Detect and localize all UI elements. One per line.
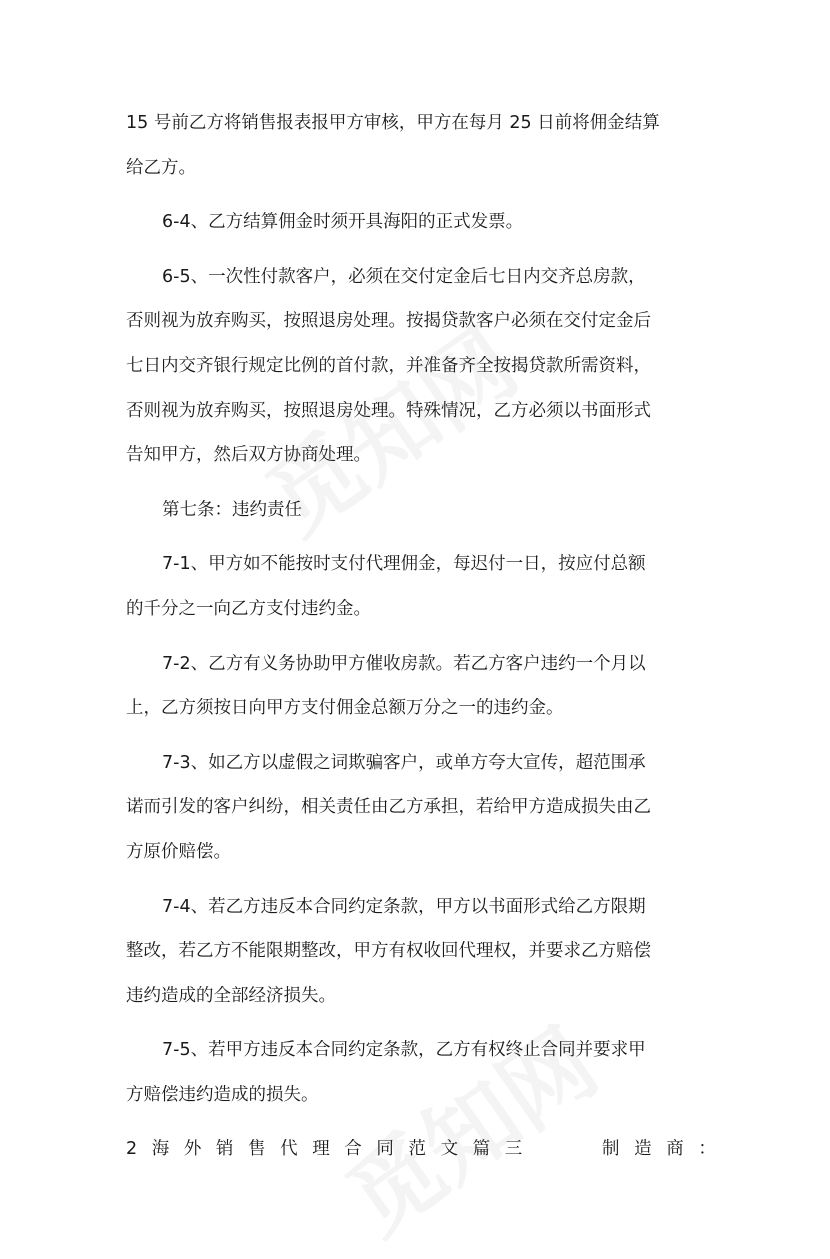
text-line: 7-3、如乙方以虚假之词欺骗客户，或单方夸大宣传，超范围承 xyxy=(162,752,646,773)
text-line: 6-4、乙方结算佣金时须开具海阳的正式发票。 xyxy=(162,212,524,233)
text-line: 七日内交齐银行规定比例的首付款，并准备齐全按揭贷款所需资料， xyxy=(126,355,651,376)
document-body xyxy=(126,101,716,1172)
text-line: 7-1、甲方如不能按时支付代理佣金，每迟付一日，按应付总额 xyxy=(162,554,646,575)
article-title: 2 海 外 销 售 代 理 合 同 范 文 篇 三 制 造 商 ： xyxy=(126,1139,716,1160)
text-line: 方赔偿违约造成的损失。 xyxy=(126,1084,319,1105)
text-line: 违约造成的全部经济损失。 xyxy=(126,985,336,1006)
text-line: 告知甲方，然后双方协商处理。 xyxy=(126,445,371,466)
text-line: 上，乙方须按日向甲方支付佣金总额万分之一的违约金。 xyxy=(126,698,564,719)
text-line: 方原价赔偿。 xyxy=(126,841,231,862)
text-line: 否则视为放弃购买，按照退房处理。按揭贷款客户必须在交付定金后 xyxy=(126,311,651,332)
text-line: 7-2、乙方有义务协助甲方催收房款。若乙方客户违约一个月以 xyxy=(162,653,646,674)
text-line: 7-4、若乙方违反本合同约定条款，甲方以书面形式给乙方限期 xyxy=(162,896,646,917)
text-line: 给乙方。 xyxy=(126,157,196,178)
text-line: 的千分之一向乙方支付违约金。 xyxy=(126,598,371,619)
text-line: 6-5、一次性付款客户，必须在交付定金后七日内交齐总房款， xyxy=(162,266,646,287)
text-line: 否则视为放弃购买，按照退房处理。特殊情况，乙方必须以书面形式 xyxy=(126,400,651,421)
text-line: 15 号前乙方将销售报表报甲方审核，甲方在每月 25 日前将佣金结算 xyxy=(126,113,660,133)
text-line: 7-5、若甲方违反本合同约定条款，乙方有权终止合同并要求甲 xyxy=(162,1040,646,1061)
section-heading: 第七条：违约责任 xyxy=(162,499,302,520)
text-line: 诺而引发的客户纠纷，相关责任由乙方承担，若给甲方造成损失由乙 xyxy=(126,797,651,818)
text-line: 整改，若乙方不能限期整改，甲方有权收回代理权，并要求乙方赔偿 xyxy=(126,941,651,962)
